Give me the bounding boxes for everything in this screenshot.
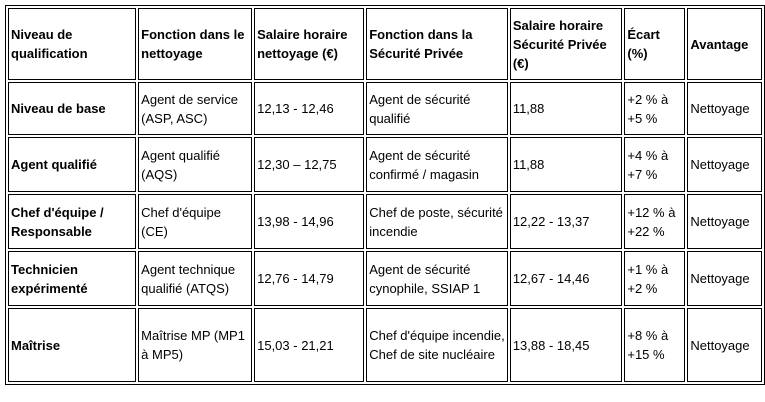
cell-ecart: +4 % à +7 % (624, 137, 685, 192)
cell-salaire-nettoyage: 15,03 - 21,21 (254, 308, 364, 382)
cell-fonction-securite: Chef de poste, sécurité incendie (366, 194, 508, 249)
salary-comparison-table (5, 5, 765, 385)
table-header-row (8, 8, 762, 80)
cell-salaire-securite: 12,22 - 13,37 (510, 194, 623, 249)
cell-fonction-nettoyage: Agent technique qualifié (ATQS) (138, 251, 252, 306)
header-salaire-securite: Salaire horaire Sécurité Privée (€) (510, 8, 623, 80)
cell-fonction-securite: Agent de sécurité qualifié (366, 82, 508, 135)
cell-niveau: Agent qualifié (8, 137, 136, 192)
cell-avantage: Nettoyage (687, 251, 762, 306)
cell-salaire-nettoyage: 12,76 - 14,79 (254, 251, 364, 306)
cell-fonction-nettoyage: Agent qualifié (AQS) (138, 137, 252, 192)
cell-salaire-nettoyage: 12,30 – 12,75 (254, 137, 364, 192)
comparison-table-container (5, 5, 765, 385)
cell-avantage: Nettoyage (687, 308, 762, 382)
table-row (8, 194, 762, 249)
header-ecart: Écart (%) (624, 8, 685, 80)
cell-niveau: Maîtrise (8, 308, 136, 382)
cell-avantage: Nettoyage (687, 82, 762, 135)
header-salaire-nettoyage: Salaire horaire nettoyage (€) (254, 8, 364, 80)
cell-fonction-nettoyage: Chef d'équipe (CE) (138, 194, 252, 249)
cell-ecart: +1 % à +2 % (624, 251, 685, 306)
cell-avantage: Nettoyage (687, 137, 762, 192)
header-fonction-securite: Fonction dans la Sécurité Privée (366, 8, 508, 80)
cell-avantage: Nettoyage (687, 194, 762, 249)
cell-fonction-securite: Agent de sécurité cynophile, SSIAP 1 (366, 251, 508, 306)
cell-ecart: +2 % à +5 % (624, 82, 685, 135)
header-niveau-qualification: Niveau de qualification (8, 8, 136, 80)
cell-niveau: Technicien expérimenté (8, 251, 136, 306)
cell-salaire-securite: 12,67 - 14,46 (510, 251, 623, 306)
cell-niveau: Chef d'équipe / Responsable (8, 194, 136, 249)
table-row (8, 251, 762, 306)
table-row (8, 137, 762, 192)
cell-salaire-nettoyage: 13,98 - 14,96 (254, 194, 364, 249)
cell-fonction-securite: Agent de sécurité confirmé / magasin (366, 137, 508, 192)
cell-salaire-nettoyage: 12,13 - 12,46 (254, 82, 364, 135)
cell-salaire-securite: 11,88 (510, 82, 623, 135)
cell-ecart: +12 % à +22 % (624, 194, 685, 249)
cell-salaire-securite: 11,88 (510, 137, 623, 192)
cell-ecart: +8 % à +15 % (624, 308, 685, 382)
cell-fonction-nettoyage: Maîtrise MP (MP1 à MP5) (138, 308, 252, 382)
cell-salaire-securite: 13,88 - 18,45 (510, 308, 623, 382)
header-avantage: Avantage (687, 8, 762, 80)
cell-fonction-securite: Chef d'équipe incendie, Chef de site nucléaire (366, 308, 508, 382)
table-row (8, 82, 762, 135)
table-row (8, 308, 762, 382)
cell-niveau: Niveau de base (8, 82, 136, 135)
cell-fonction-nettoyage: Agent de service (ASP, ASC) (138, 82, 252, 135)
header-fonction-nettoyage: Fonction dans le nettoyage (138, 8, 252, 80)
